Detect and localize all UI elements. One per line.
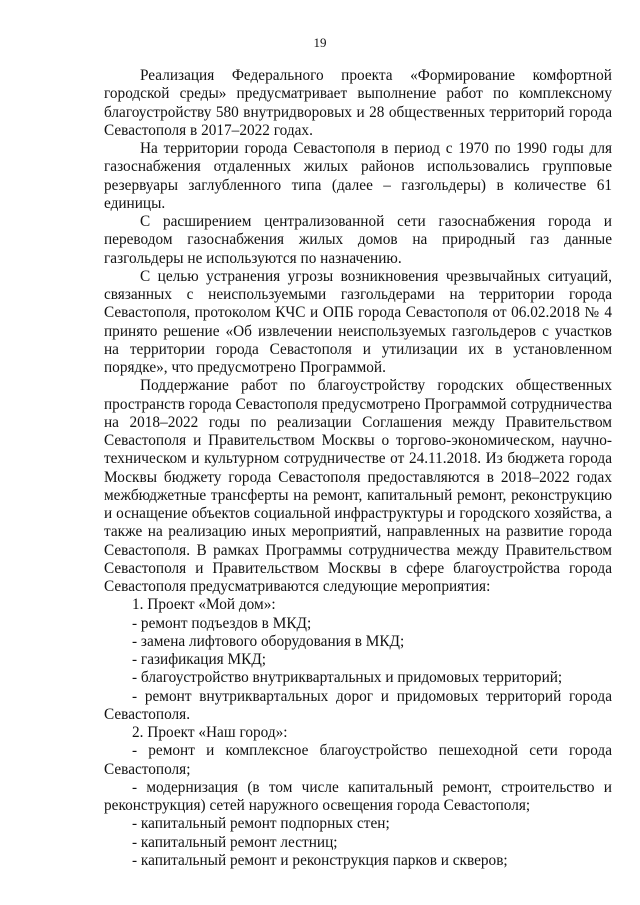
document-body	[104, 67, 612, 870]
project-my-home-list	[104, 596, 612, 724]
list-item: - капитальный ремонт лестниц;	[132, 833, 338, 851]
list-item: - ремонт и комплексное благоустройство пешеходной сети города Севастополя;	[104, 742, 612, 778]
paragraph-cooperation-program: Поддержание работ по благоустройству городских общественных пространств города Севастополя предусмотрено Программой сотрудничества на 2018–2022 годы по реализации Соглашения между Правительством Севастополя и Правительством Москвы о торгово-экономическом, научно-техническом и культурном сотрудничестве от 24.11.2018. Из бюджета города Москвы бюджету города Севастополя предоставляются в 2018–2022 годах межбюджетные трансферты на ремонт, капитальный ремонт, реконструкцию и оснащение объектов социальной инфраструктуры и городского хозяйства, а также на реализацию иных мероприятий, направленных на развитие города Севастополя. В рамках Программы сотрудничества между Правительством Севастополя и Правительством Москвы в сфере благоустройства города Севастополя предусматриваются следующие мероприятия:	[104, 377, 612, 595]
list-item: - ремонт внутриквартальных дорог и придомовых территорий города Севастополя.	[104, 687, 612, 723]
project-our-city-list	[104, 724, 612, 870]
project-my-home-title: 1. Проект «Мой дом»:	[132, 596, 276, 614]
page-number: 19	[313, 35, 327, 50]
paragraph-gas-holders-decision: С целью устранения угрозы возникновения чрезвычайных ситуаций, связанных с неиспользуемыми газгольдерами на территории города Севастополя, протоколом КЧС и ОПБ города Севастополя от 06.02.2018 № 4 принято решение «Об извлечении неиспользуемых газгольдеров с участков на территории города Севастополя и утилизации их в установленном порядке», что предусмотрено Программой.	[104, 267, 612, 376]
paragraph-gas-holders-unused: С расширением централизованной сети газоснабжения города и переводом газоснабжения жилых домов на природный газ данные газгольдеры не используются по назначению.	[104, 213, 612, 267]
list-item: - замена лифтового оборудования в МКД;	[132, 632, 405, 650]
list-item: - капитальный ремонт подпорных стен;	[132, 815, 390, 833]
list-item: - капитальный ремонт и реконструкция парков и скверов;	[132, 851, 508, 869]
project-our-city-title: 2. Проект «Наш город»:	[132, 724, 288, 741]
list-item: - благоустройство внутриквартальных и придомовых территорий;	[132, 669, 563, 687]
paragraph-gas-holders-history: На территории города Севастополя в период с 1970 по 1990 годы для газоснабжения отдаленных жилых районов использовались групповые резервуары заглубленного типа (далее – газгольдеры) в количестве 61 единицы.	[104, 140, 612, 212]
list-item: - газификация МКД;	[132, 651, 267, 668]
list-item: - ремонт подъездов в МКД;	[132, 614, 312, 632]
paragraph-comfortable-urban-environment: Реализация Федерального проекта «Формирование комфортной городской среды» предусматривает выполнение работ по комплексному благоустройству 580 внутридворовых и 28 общественных территорий города Севастополя в 2017–2022 годах.	[104, 67, 612, 139]
list-item: - модернизация (в том числе капитальный ремонт, строительство и реконструкция) сетей наружного освещения города Севастополя;	[104, 778, 612, 814]
